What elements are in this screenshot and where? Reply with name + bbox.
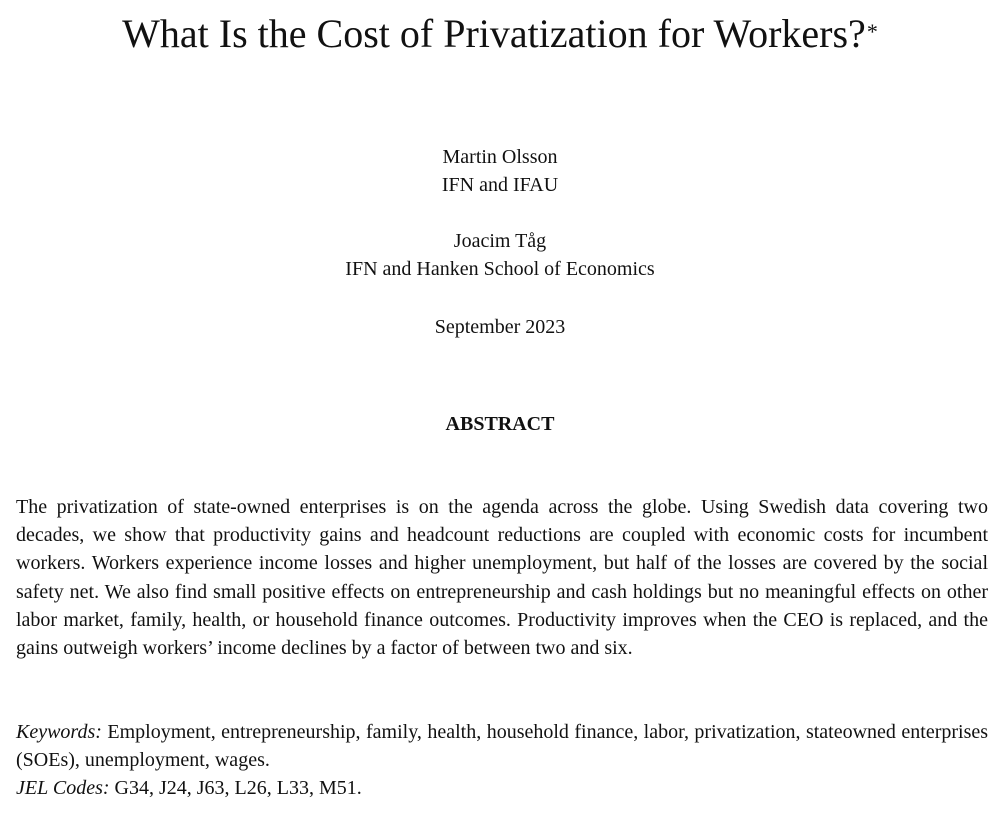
abstract-heading: ABSTRACT — [445, 413, 555, 435]
author-affiliation: IFN and Hanken School of Economics — [345, 258, 655, 280]
author-name: Joacim Tåg — [453, 230, 547, 252]
keywords-text: Employment, entrepreneurship, family, health, household finance, labor, privatization, stateowned enterprises (SOEs), unemployment, wages. — [16, 721, 989, 772]
author-affiliation: IFN and IFAU — [441, 174, 559, 196]
paper-title-text: What Is the Cost of Privatization for Workers? — [122, 11, 866, 56]
paper-title — [0, 8, 1000, 60]
jel-label: JEL Codes: — [16, 777, 110, 799]
jel-text: G34, J24, J63, L26, L33, M51. — [114, 777, 362, 799]
jel-codes — [16, 774, 988, 802]
abstract-text: The privatization of state-owned enterprises is on the agenda across the globe. Using Swedish data covering two decades, we show that productivity gains and headcount reductions are coupled with economic costs for incumbent workers. Workers experience income losses and higher unemployment, but half of the losses are covered by the social safety net. We also find small positive effects on entrepreneurship and cash holdings but no meaningful effects on other labor market, family, health, or household finance outcomes. Productivity improves when the CEO is replaced, and the gains outweigh workers’ income declines by a factor of between two and six. — [16, 496, 988, 660]
author-name: Martin Olsson — [442, 146, 558, 168]
author-block-2 — [0, 227, 1000, 283]
title-footnote-mark: * — [866, 19, 878, 44]
keywords-label: Keywords: — [16, 721, 102, 743]
keywords — [16, 718, 988, 774]
author-block-1 — [0, 143, 1000, 199]
paper-date: September 2023 — [434, 316, 566, 338]
